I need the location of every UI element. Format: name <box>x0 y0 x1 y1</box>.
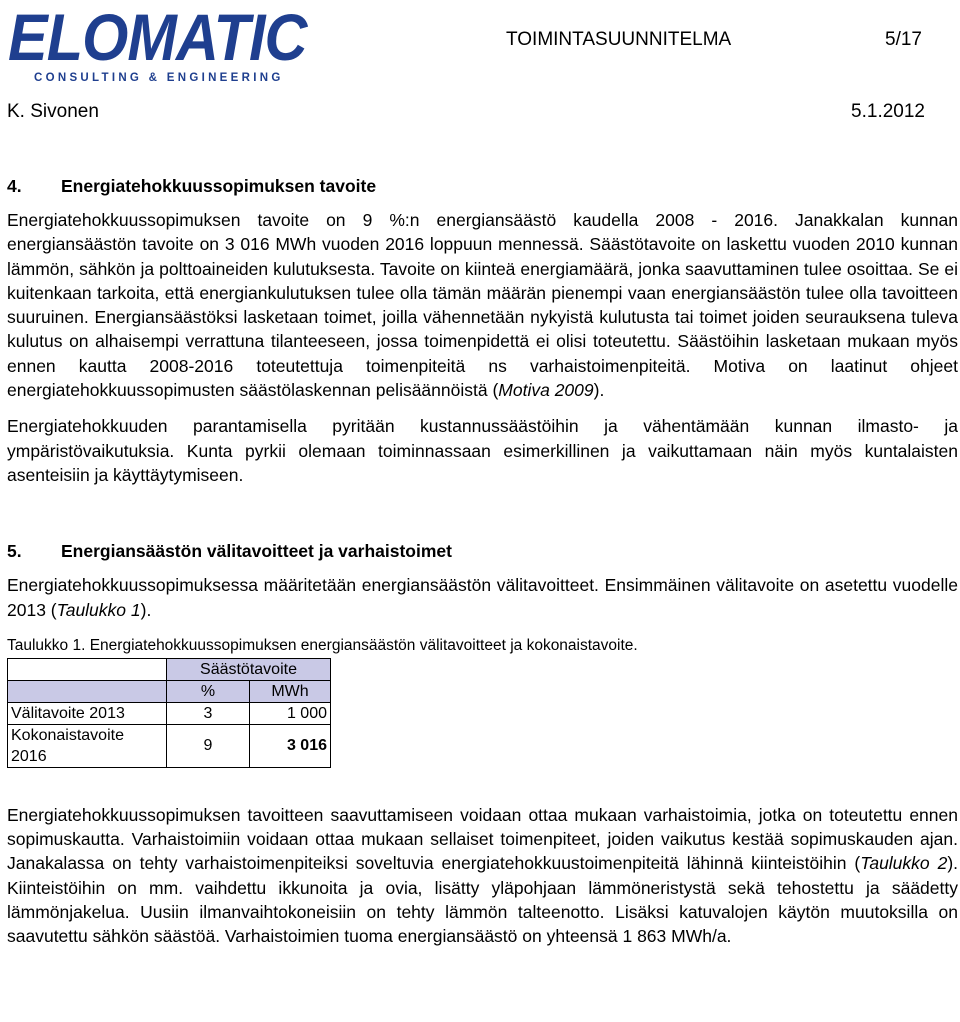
reference: Motiva 2009 <box>498 380 594 401</box>
elomatic-logo <box>8 0 320 84</box>
text: Energiatehokkuussopimuksen tavoitteen saavuttamiseen voidaan ottaa mukaan varhaistoimia, jotka on toteutettu ennen sopimuskautta. Varhaistoimiin voidaan ottaa mukaan sellaiset toimenpiteet, joiden vaikutus kestää sopimuskauden ajan. Janakalassa on tehty varhaistoimenpiteiksi soveltuvia energiatehokkuustoimenpiteitä lähinnä kiinteistöihin ( <box>7 804 958 874</box>
table-header-row <box>8 680 331 702</box>
group-header: Säästötavoite <box>167 658 331 680</box>
section-4-paragraph-1 <box>7 208 958 402</box>
section-4-heading <box>7 174 958 198</box>
section-5-heading <box>7 539 958 563</box>
section-5-paragraph-2 <box>7 803 958 949</box>
text: ). <box>593 380 605 401</box>
section-5-paragraph-1 <box>7 573 958 622</box>
logo-wordmark: ELOMATIC <box>8 0 307 74</box>
document-title: TOIMINTASUUNNITELMA <box>506 29 732 50</box>
document-body <box>7 174 958 949</box>
text: Energiatehokkuussopimuksen tavoite on 9 %:n energiansäästö kaudella 2008 - 2016. Janakkalan kunnan energiansäästön tavoite on 3 016 MWh vuoden 2016 loppuun mennessä. Säästötavoite on laskettu vuoden 2010 kunnan lämmön, sähkön ja polttoaineiden kulutuksesta. Tavoite on kiinteä energiamäärä, jonka saavuttaminen tulee osoittaa. Se ei kuitenkaan tarkoita, että energiankulutuksen tulee olla tämän määrän pienempi vaan energiansäästön tulee olla tavoitteen suuruinen. Energiansäästöksi lasketaan toimet, joilla vähennetään nykyistä kulutusta tai toimet joiden seurauksena tuleva kulutus on alhaisempi verrattuna tilanteeseen, jossa toimenpidettä ei olisi toteutettu. Säästöihin lasketaan mukaan myös ennen kautta 2008-2016 toteutettuja toimenpiteitä ns varhaistoimenpiteitä. Motiva on laatinut ohjeet energiatehokkuussopimusten säästölaskennan pelisäännöistä ( <box>7 210 958 401</box>
text: Energiatehokkuussopimuksessa määritetään energiansäästön välitavoitteet. Ensimmäinen välitavoite on asetettu vuodelle 2013 ( <box>7 575 958 620</box>
row-pct: 9 <box>167 724 250 767</box>
table-cell <box>8 680 167 702</box>
section-title: Energiatehokkuussopimuksen tavoite <box>61 176 377 196</box>
logo-tagline: CONSULTING & ENGINEERING <box>34 72 284 84</box>
row-mwh: 3 016 <box>250 724 331 767</box>
section-title: Energiansäästön välitavoitteet ja varhaistoimet <box>61 541 452 562</box>
document-date: 5.1.2012 <box>851 101 925 122</box>
table-row <box>8 702 331 724</box>
column-header-pct: % <box>167 680 250 702</box>
row-label: Välitavoite 2013 <box>8 702 167 724</box>
table-header-row <box>8 658 331 680</box>
row-label: Kokonaistavoite 2016 <box>8 724 167 767</box>
text: ). Kiinteistöihin on mm. vaihdettu ikkunoita ja ovia, lisätty yläpohjaan lämmöneristystä sekä tehostettu ja säädetty lämmönjakelua. Uusiin ilmanvaihtokoneisiin on tehty lämmön talteenotto. Lisäksi katuvalojen käytön muutoksilla on saavutettu sähkön säästöä. Varhaistoimien tuoma energiansäästö on yhteensä 1 863 MWh/a. <box>7 853 959 947</box>
author: K. Sivonen <box>7 101 99 122</box>
section-number: 5. <box>7 541 22 562</box>
reference: Taulukko 2 <box>860 853 948 874</box>
table-corner-cell <box>8 658 167 680</box>
column-header-mwh: MWh <box>250 680 331 702</box>
page-number: 5/17 <box>885 29 922 50</box>
section-4-paragraph-2: Energiatehokkuuden parantamisella pyritään kustannussäästöihin ja vähentämään kunnan ilmasto- ja ympäristövaikutuksia. Kunta pyrkii olemaan toiminnassaan esimerkillinen ja vaikuttamaan näin myös kuntalaisten asenteisiin ja käyttäytymiseen. <box>7 416 958 485</box>
row-pct: 3 <box>167 702 250 724</box>
reference: Taulukko 1 <box>56 599 141 620</box>
row-mwh: 1 000 <box>250 702 331 724</box>
table-caption: Taulukko 1. Energiatehokkuussopimuksen energiansäästön välitavoitteet ja kokonaistavoite. <box>7 636 638 654</box>
table-row <box>8 724 331 767</box>
text: ). <box>140 599 152 620</box>
savings-target-table <box>7 658 331 768</box>
section-number: 4. <box>7 176 22 196</box>
